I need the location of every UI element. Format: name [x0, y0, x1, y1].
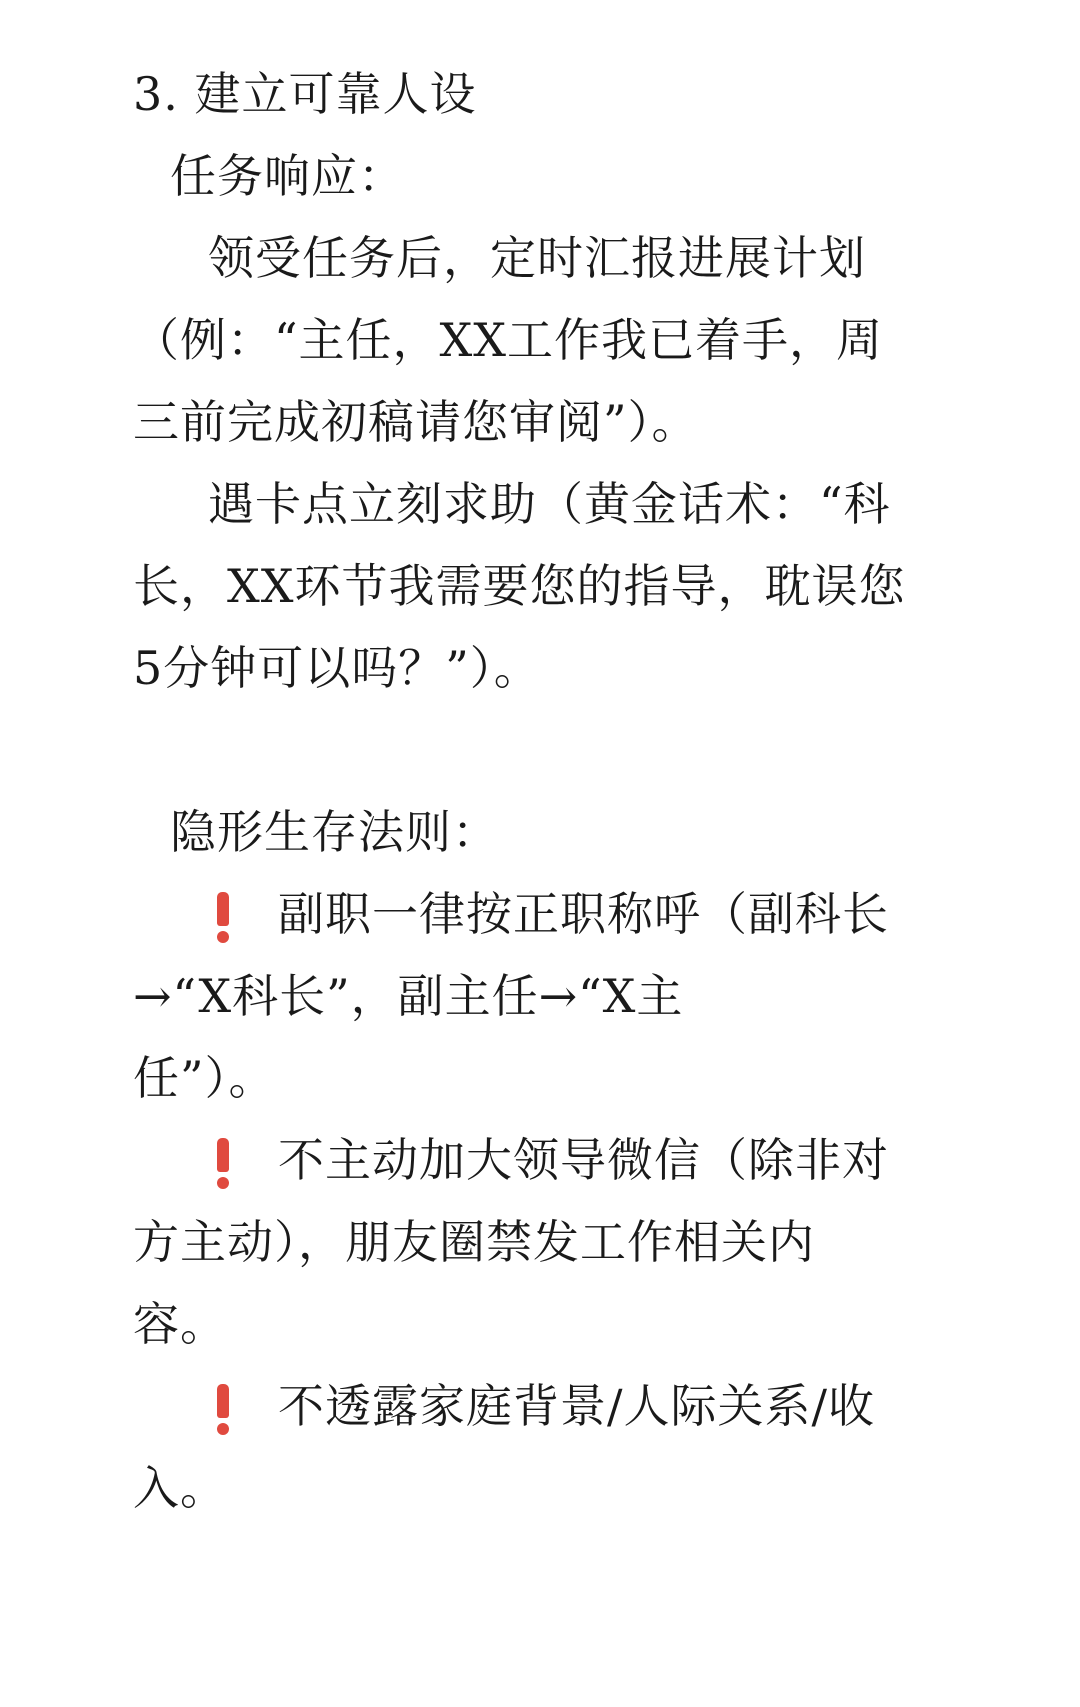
rule-2-line1: 不主动加大领导微信（除非对 [278, 1133, 889, 1187]
task-response-para1-line1: 领受任务后，定时汇报进展计划 [208, 231, 866, 285]
rule-1-line1: 副职一律按正职称呼（副科长 [278, 887, 889, 941]
task-response-para1-line3: 三前完成初稿请您审阅”）。 [133, 395, 699, 449]
rule-2-line3: 容。 [133, 1297, 227, 1351]
rule-2-line2: 方主动），朋友圈禁发工作相关内 [133, 1215, 815, 1269]
rule-3-line1: 不透露家庭背景/人际关系/收 [278, 1379, 875, 1433]
rule-2-first-line [216, 1130, 936, 1190]
exclamation-mark-icon [216, 1138, 230, 1190]
task-response-para2-line2: 长，XX环节我需要您的指导，耽误您 [133, 559, 906, 613]
task-response-para2-line1: 遇卡点立刻求助（黄金话术：“科 [208, 477, 891, 531]
rule-3-line2: 入。 [133, 1461, 227, 1515]
exclamation-mark-icon [216, 1384, 230, 1436]
section-heading: 3. 建立可靠人设 [133, 67, 477, 121]
task-response-title: 任务响应： [170, 149, 405, 203]
exclamation-mark-icon [216, 892, 230, 944]
task-response-para2-line3: 5分钟可以吗？”）。 [133, 641, 541, 695]
task-response-para1-line2: （例：“主任，XX工作我已着手，周 [133, 313, 884, 367]
rule-3-first-line [216, 1376, 936, 1436]
rule-1-line2: →“X科长”，副主任→“X主 [133, 969, 684, 1023]
rule-1-first-line [216, 884, 936, 944]
rule-1-line3: 任”）。 [133, 1051, 276, 1105]
survival-rules-title: 隐形生存法则： [170, 805, 499, 859]
